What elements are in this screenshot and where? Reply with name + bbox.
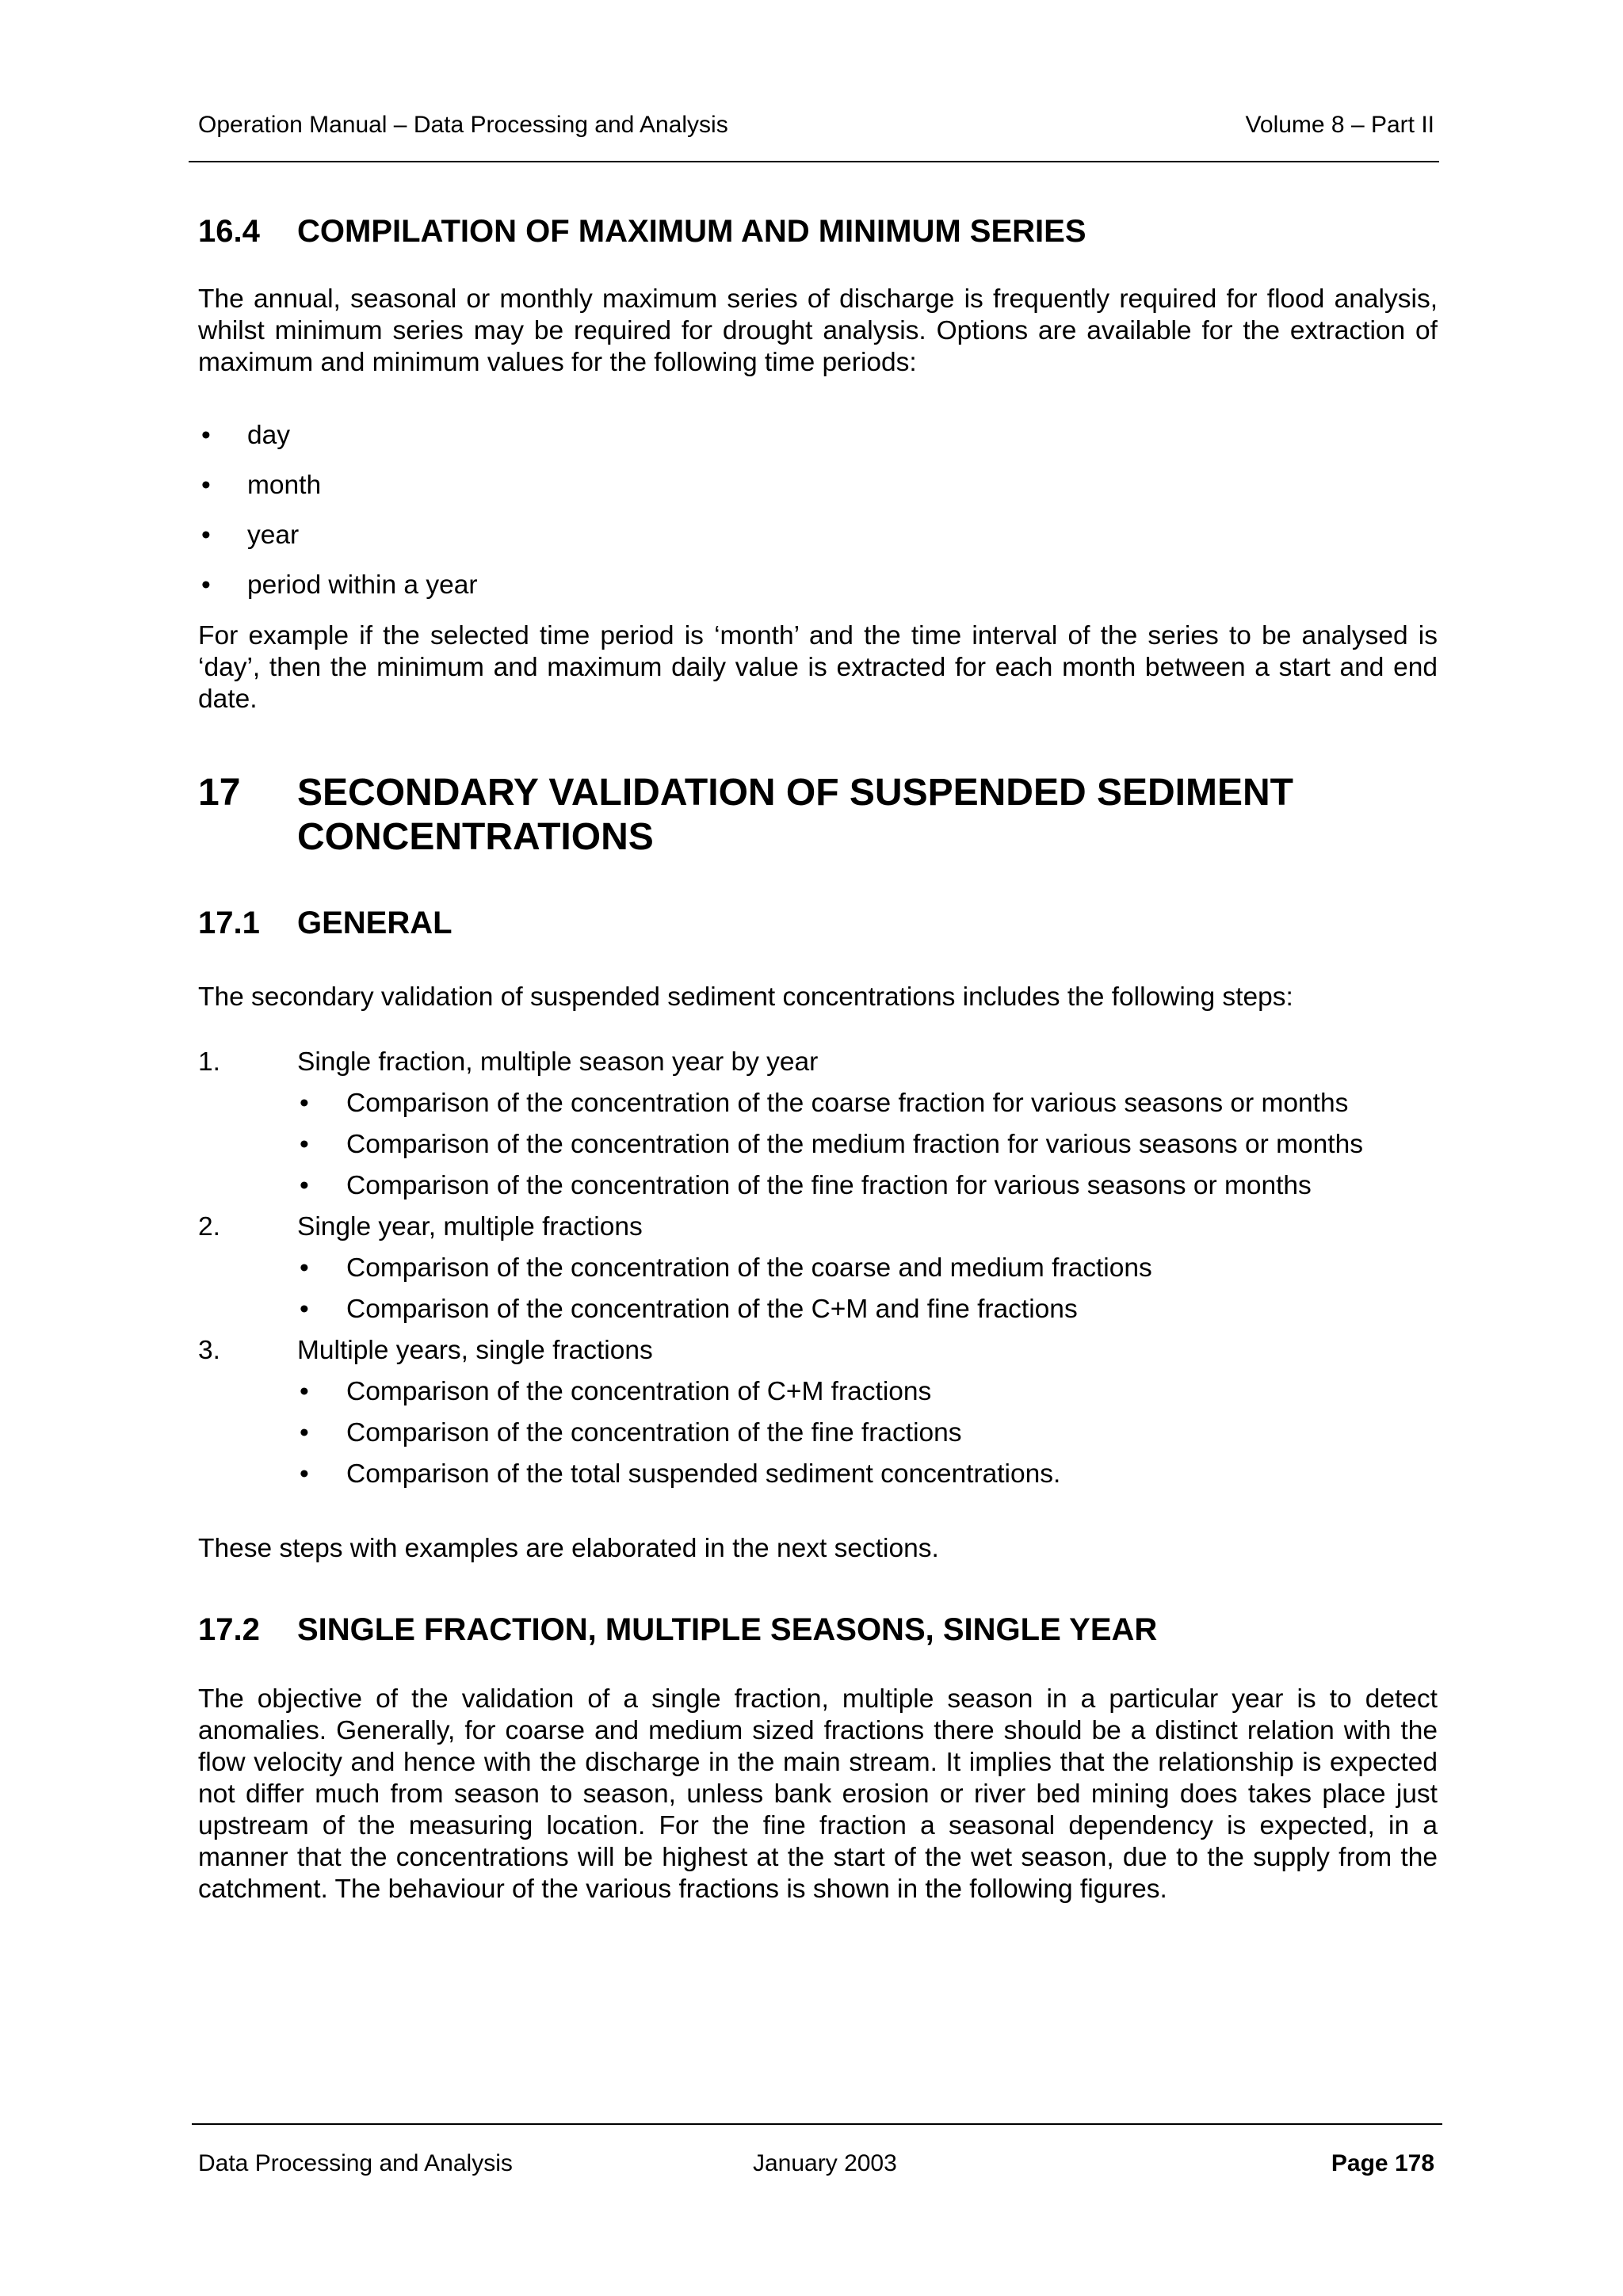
bullet-icon: •: [201, 421, 211, 450]
section-17-2-body: The objective of the validation of a single fraction, multiple season in a particular year is to detect anomalies. Generally, for coarse and medium sized fractions there should be a distinct relation with the flow velocity and hence with the discharge in the main stream. It implies that the relationship is expected not differ much from season to season, unless bank erosion or river bed mining does takes place just upstream of the measuring location. For the fine fraction a seasonal dependency is expected, in a manner that the concentrations will be highest at the start of the wet season, due to the supply from the catchment. The behaviour of the various fractions is shown in the following figures.: [198, 1684, 1438, 1904]
step-2: 2. Single year, multiple fractions: [198, 1212, 643, 1241]
bullet-icon: •: [300, 1295, 309, 1324]
chapter-17-heading: [198, 771, 1438, 860]
bullet-icon: •: [300, 1377, 309, 1406]
section-number: 17.1: [198, 906, 260, 940]
list-item: • month: [201, 471, 322, 500]
list-item: • period within a year: [201, 570, 478, 600]
list-item: • Comparison of the concentration of the fine fractions: [300, 1418, 962, 1447]
section-title: COMPILATION OF MAXIMUM AND MINIMUM SERIES: [297, 214, 1086, 249]
time-period-list: [198, 420, 1438, 611]
section-16-4-intro: The annual, seasonal or monthly maximum series of discharge is frequently required for flood analysis, whilst minimum series may be required for drought analysis. Options are available for the extraction of maximum and minimum values for the following time periods:: [198, 284, 1438, 377]
section-title: SINGLE FRACTION, MULTIPLE SEASONS, SINGLE YEAR: [297, 1612, 1158, 1647]
list-item: • Comparison of the concentration of the coarse fraction for various seasons or months: [300, 1089, 1349, 1118]
step-3: 3. Multiple years, single fractions: [198, 1336, 653, 1365]
section-16-4-heading: [198, 212, 1438, 250]
page-footer: [198, 2149, 1434, 2178]
bullet-icon: •: [300, 1130, 309, 1159]
page-number: Page 178: [1331, 2150, 1434, 2176]
step-3-items: [198, 1376, 1438, 1500]
footer-rule: [192, 2123, 1442, 2125]
section-16-4-example: For example if the selected time period is ‘month’ and the time interval of the series to be analysed is ‘day’, then the minimum and maximum daily value is extracted for each month between a start and end date.: [198, 621, 1438, 714]
step-2-items: [198, 1253, 1438, 1335]
bullet-icon: •: [201, 521, 211, 550]
page-content: [198, 212, 1438, 1905]
section-number: 16.4: [198, 214, 260, 249]
list-item: • Comparison of the total suspended sediment concentrations.: [300, 1459, 1061, 1489]
footer-date: January 2003: [753, 2150, 897, 2176]
header-rule: [189, 161, 1439, 162]
section-17-1-heading: [198, 904, 1438, 942]
chapter-number: 17: [198, 772, 241, 814]
list-item: • Comparison of the concentration of the medium fraction for various seasons or months: [300, 1130, 1363, 1159]
bullet-icon: •: [300, 1253, 309, 1283]
step-1: 1. Single fraction, multiple season year by year: [198, 1047, 819, 1077]
bullet-icon: •: [300, 1459, 309, 1489]
section-17-1-closing: These steps with examples are elaborated in the next sections.: [198, 1534, 939, 1563]
header-volume: Volume 8 – Part II: [1245, 112, 1434, 138]
step-1-items: [198, 1088, 1438, 1211]
list-item: • year: [201, 521, 300, 550]
page-header: [198, 111, 1434, 139]
list-item: • Comparison of the concentration of C+M fractions: [300, 1377, 932, 1406]
bullet-icon: •: [300, 1418, 309, 1447]
section-17-1-intro: The secondary validation of suspended sediment concentrations includes the following steps:: [198, 982, 1293, 1012]
section-number: 17.2: [198, 1612, 260, 1647]
bullet-icon: •: [300, 1089, 309, 1118]
validation-steps: [198, 1047, 1438, 1500]
list-item: • day: [201, 421, 291, 450]
list-item: • Comparison of the concentration of the fine fraction for various seasons or months: [300, 1171, 1312, 1200]
bullet-icon: •: [201, 570, 211, 600]
bullet-icon: •: [300, 1171, 309, 1200]
bullet-icon: •: [201, 471, 211, 500]
footer-title: Data Processing and Analysis: [198, 2150, 513, 2176]
list-item: • Comparison of the concentration of the C+M and fine fractions: [300, 1295, 1078, 1324]
section-title: GENERAL: [297, 906, 453, 940]
chapter-title: SECONDARY VALIDATION OF SUSPENDED SEDIMENT CONCENTRATIONS: [297, 772, 1293, 858]
section-17-2-heading: [198, 1611, 1438, 1649]
list-item: • Comparison of the concentration of the coarse and medium fractions: [300, 1253, 1152, 1283]
header-document-title: Operation Manual – Data Processing and Analysis: [198, 112, 728, 138]
